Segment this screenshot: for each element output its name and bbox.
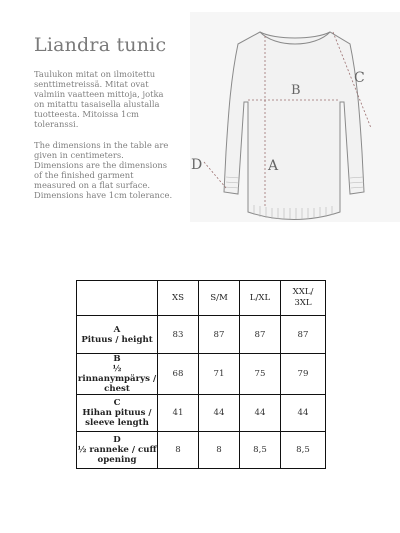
table-row [77, 316, 326, 354]
description-finnish: Taulukon mitat on ilmoitettu senttimetreissä. Mitat ovat valmiin vaatteen mittoja, jotka on mitattu tasaisella alustalla tuotteesta. Mitoissa 1cm toleranssi. [34, 69, 164, 129]
header-empty-cell [77, 281, 158, 316]
cell-d-sm: 8 [199, 432, 240, 469]
row-label-b: B ½ rinnanympärys / chest [77, 354, 157, 394]
table-row [77, 395, 326, 432]
cell-d-xs: 8 [158, 432, 199, 469]
label-a: A [268, 158, 279, 174]
size-header-row [77, 281, 326, 316]
label-d: D [191, 157, 203, 173]
description-english: The dimensions in the table are given in centimeters. Dimensions are the dimensions of the finished garment measured on a flat surface. Dimensions have 1cm tolerance. [34, 140, 173, 200]
size-table [76, 280, 326, 469]
cell-d-lxl: 8,5 [240, 432, 281, 469]
cell-c-lxl: 44 [240, 395, 281, 432]
cell-b-xxl: 79 [281, 354, 326, 395]
cell-a-xs: 83 [158, 316, 199, 354]
row-label-c: C Hihan pituus / sleeve length [77, 395, 158, 432]
row-label-d: D ½ ranneke / cuff opening [77, 432, 158, 469]
cell-b-xs: 68 [158, 354, 199, 395]
header-size-lxl: L/XL [240, 281, 281, 316]
header-size-xs: XS [158, 281, 199, 316]
table-row [77, 354, 326, 395]
label-c: C [354, 70, 365, 86]
label-b: B [291, 83, 301, 98]
cell-a-sm: 87 [199, 316, 240, 354]
page-title: Liandra tunic [34, 34, 167, 56]
cell-c-sm: 44 [199, 395, 240, 432]
header-size-xxl3xl: XXL/ 3XL [281, 281, 326, 316]
table-row [77, 432, 326, 469]
cell-a-xxl: 87 [281, 316, 326, 354]
measure-d-line [204, 162, 226, 188]
header-size-sm: S/M [199, 281, 240, 316]
tunic-illustration [190, 12, 400, 222]
cell-d-xxl: 8,5 [281, 432, 326, 469]
cell-c-xxl: 44 [281, 395, 326, 432]
cell-a-lxl: 87 [240, 316, 281, 354]
tunic-outline [224, 32, 364, 220]
cell-b-lxl: 75 [240, 354, 281, 395]
row-label-a: A Pituus / height [77, 316, 158, 354]
cell-c-xs: 41 [158, 395, 199, 432]
garment-diagram [190, 12, 400, 222]
cell-b-sm: 71 [199, 354, 240, 395]
